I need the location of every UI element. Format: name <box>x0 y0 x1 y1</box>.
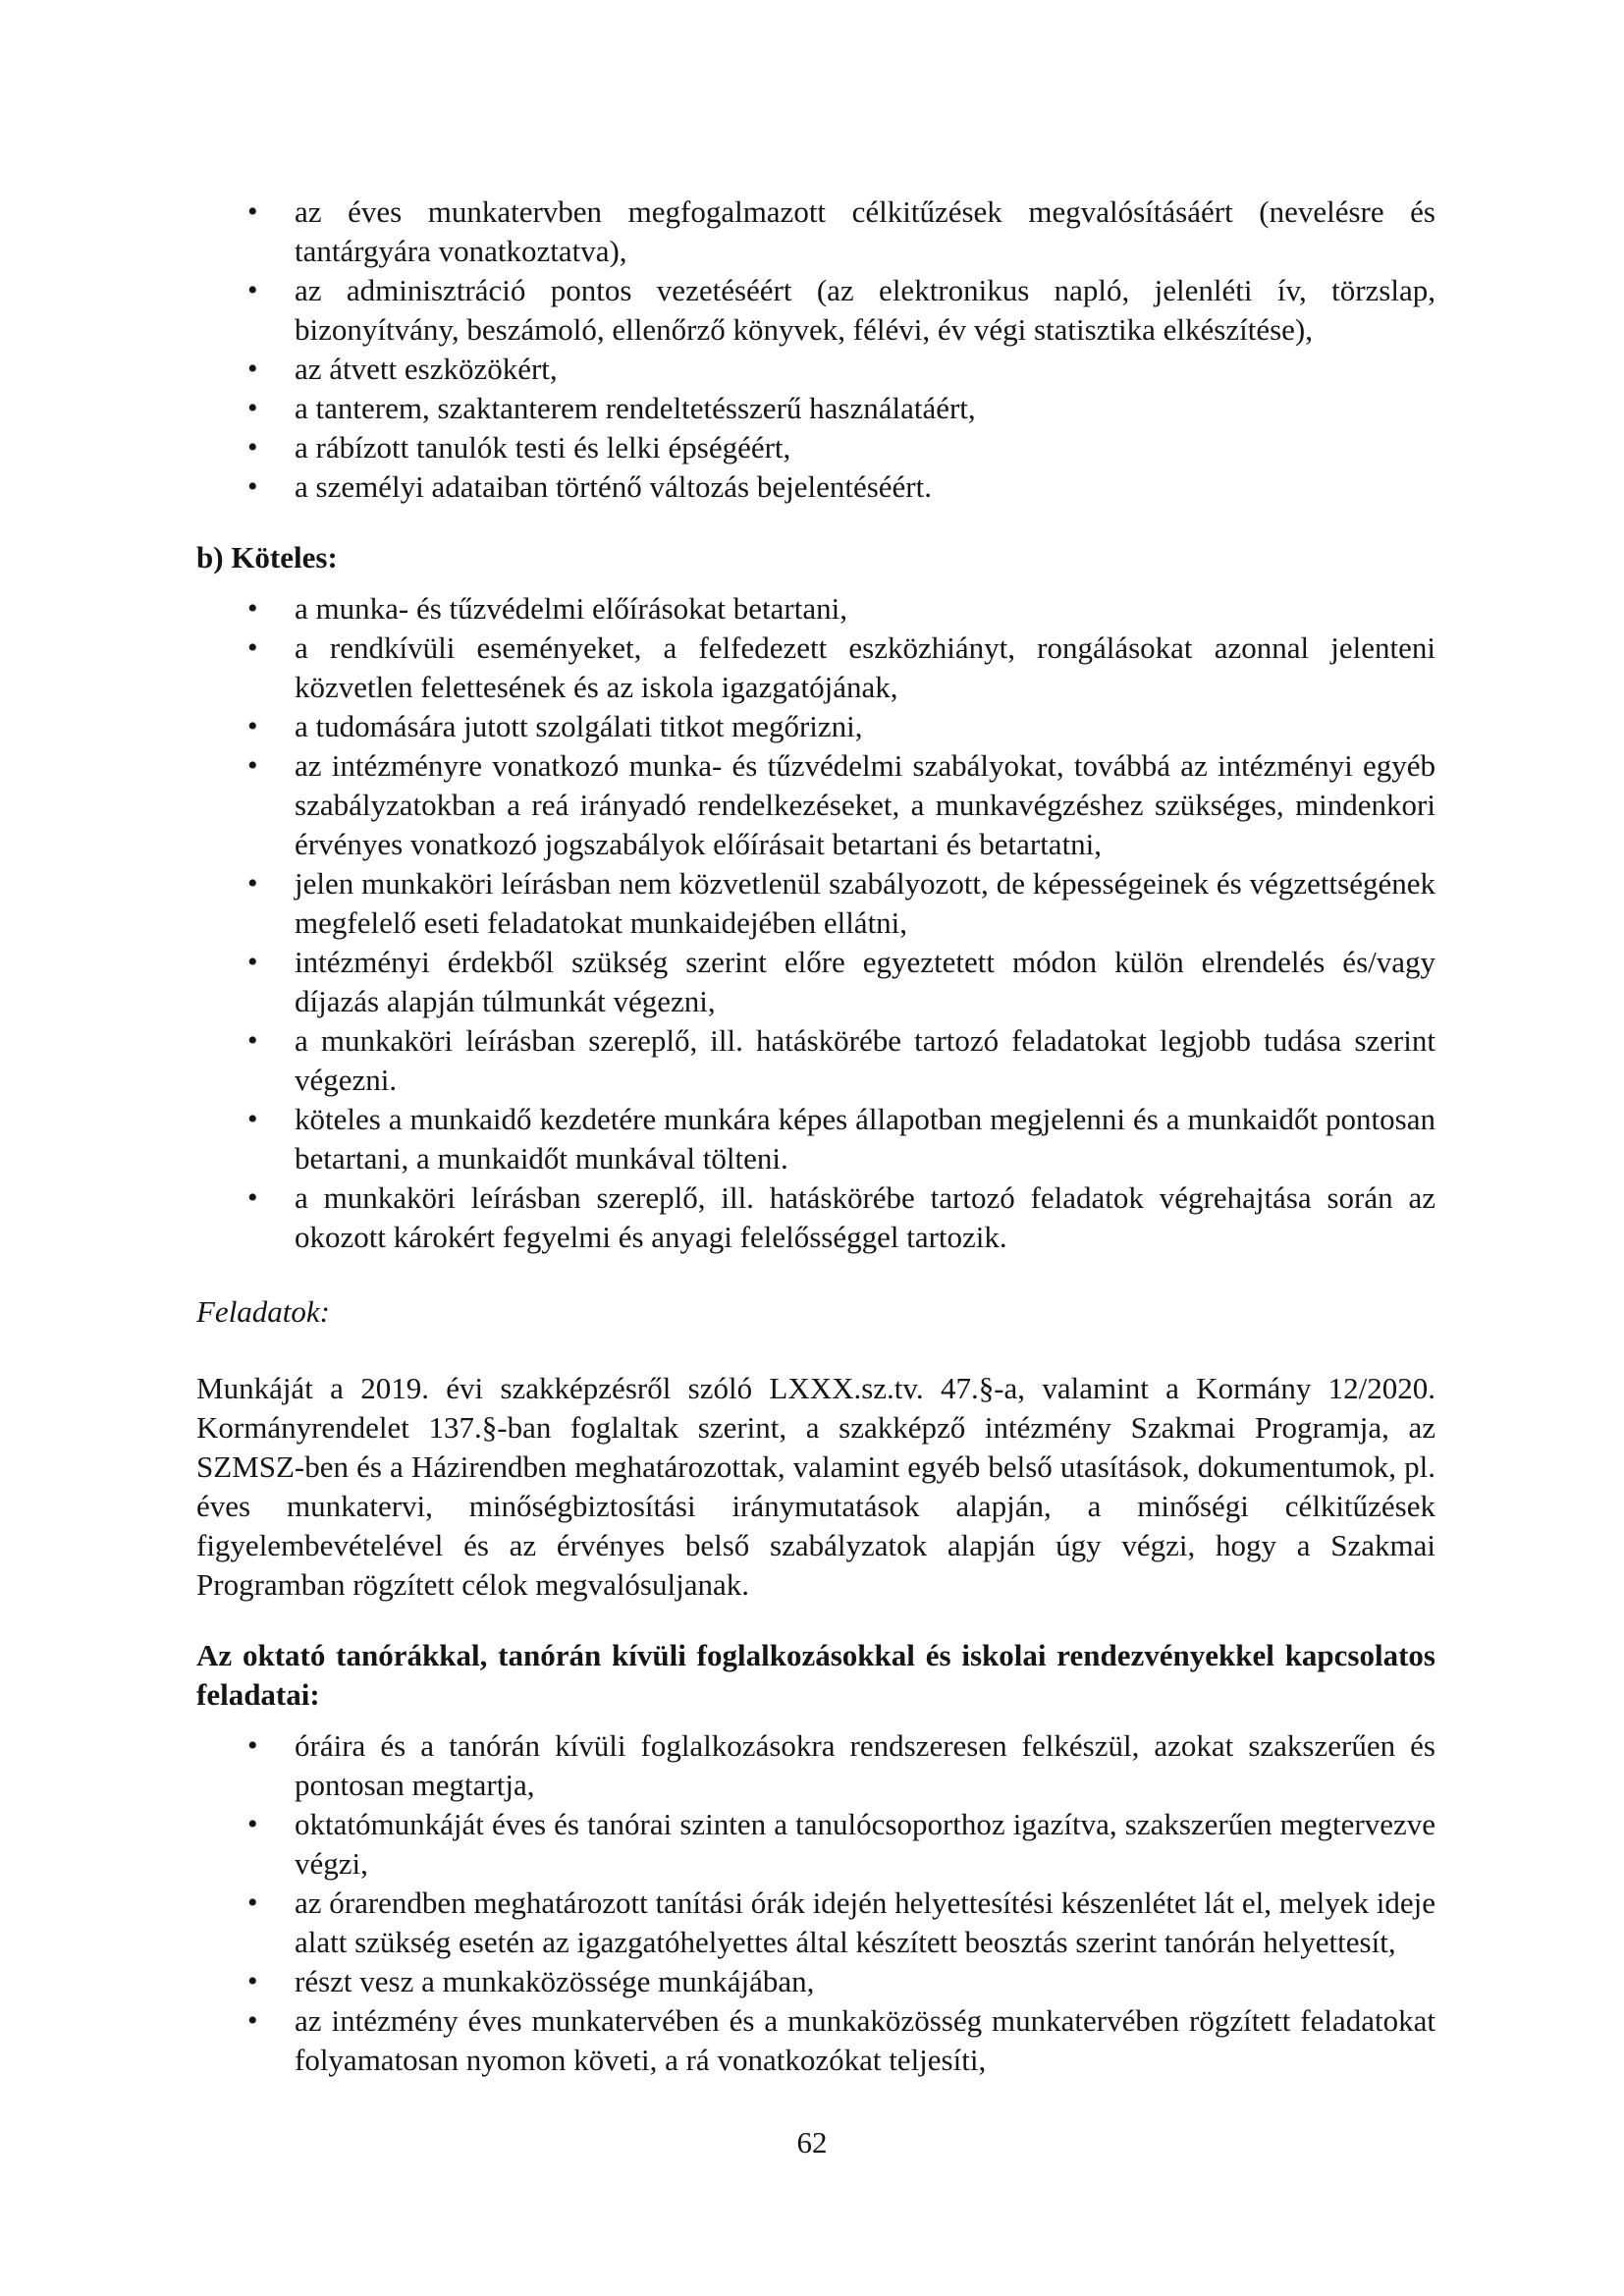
bullet-icon: • <box>247 353 258 385</box>
list-item <box>196 1726 1435 1805</box>
bullet-icon: • <box>247 749 258 782</box>
bullet-icon: • <box>247 1024 258 1057</box>
bullet-icon: • <box>247 195 258 228</box>
page-number: 62 <box>796 2125 828 2159</box>
list-item <box>196 629 1435 707</box>
list-item-text: a munka- és tűzvédelmi előírásokat betartani, <box>295 591 847 626</box>
list-item <box>196 350 1435 389</box>
list-item <box>196 428 1435 467</box>
list-item-text: az éves munkatervben megfogalmazott célkitűzések megvalósításáért (nevelésre és tantárgyára vonatkoztatva), <box>295 194 1435 268</box>
list-item-text: intézményi érdekből szükség szerint előre egyeztetett módon külön elrendelés és/vagy díjazás alapján túlmunkát végezni, <box>295 945 1435 1018</box>
list-item <box>196 1962 1435 2001</box>
koteles-list <box>196 589 1435 1257</box>
feladatok-paragraph: Munkáját a 2019. évi szakképzésről szóló LXXX.sz.tv. 47.§-a, valamint a Kormány 12/2020. Kormányrendelet 137.§-ban foglaltak szerint, a szakképző intézmény Szakmai Programja, az SZMSZ-ben és a Házirendben meghatározottak, valamint egyéb belső utasítások, dokumentumok, pl. éves munkatervi, minőségbiztosítási iránymutatások alapján, a minőségi célkitűzések figyelembevételével és az érvényes belső szabályzatok alapján úgy végzi, hogy a Szakmai Programban rögzített célok megvalósuljanak. <box>196 1371 1435 1602</box>
bullet-icon: • <box>247 1886 258 1919</box>
bullet-icon: • <box>247 631 258 664</box>
bullet-icon: • <box>247 431 258 464</box>
list-item <box>196 1100 1435 1178</box>
bullet-icon: • <box>247 274 258 306</box>
list-item <box>196 192 1435 271</box>
list-item-text: az intézményre vonatkozó munka- és tűzvédelmi szabályokat, továbbá az intézményi egyéb szabályzatokban a reá irányadó rendelkezéseket, a munkavégzéshez szükséges, mindenkori érvényes vonatkozó jogszabályok előírásait betartani és betartatni, <box>295 748 1435 861</box>
list-item-text: az órarendben meghatározott tanítási órák idején helyettesítési készenlétet lát el, melyek ideje alatt szükség esetén az igazgatóhelyettes által készített beosztás szerint tanórán helyettesít, <box>295 1886 1436 1959</box>
list-item-text: oktatómunkáját éves és tanórai szinten a tanulócsoporthoz igazítva, szakszerűen megtervezve végzi, <box>295 1807 1435 1881</box>
list-item-text: a rendkívüli eseményeket, a felfedezett eszközhiányt, rongálásokat azonnal jelenteni közvetlen felettesének és az iskola igazgatójának, <box>295 630 1435 704</box>
list-item <box>196 746 1435 864</box>
bullet-icon: • <box>247 1729 258 1762</box>
list-item-text: köteles a munkaidő kezdetére munkára képes állapotban megjelenni és a munkaidőt pontosan betartani, a munkaidőt munkával tölteni. <box>295 1102 1435 1175</box>
list-item <box>196 1805 1435 1884</box>
bullet-icon: • <box>247 946 258 978</box>
list-item <box>196 707 1435 746</box>
bullet-icon: • <box>247 392 258 424</box>
oktato-feladatok-list <box>196 1726 1435 2080</box>
list-item-text: jelen munkaköri leírásban nem közvetlenül szabályozott, de képességeinek és végzettségének megfelelő eseti feladatokat munkaidejében ellátni, <box>295 866 1435 940</box>
list-item <box>196 2001 1435 2080</box>
page-footer <box>0 2123 1624 2162</box>
list-item-text: a tanterem, szaktanterem rendeltetésszerű használatáért, <box>295 391 976 425</box>
bullet-icon: • <box>247 1808 258 1840</box>
list-item-text: a munkaköri leírásban szereplő, ill. hatáskörébe tartozó feladatok végrehajtása során az okozott károkért fegyelmi és anyagi felelősséggel tartozik. <box>295 1180 1435 1254</box>
list-item <box>196 389 1435 428</box>
list-item-text: a rábízott tanulók testi és lelki épségéért, <box>295 430 791 465</box>
bullet-icon: • <box>247 1103 258 1135</box>
list-item-text: részt vesz a munkaközössége munkájában, <box>295 1964 815 1998</box>
list-item <box>196 589 1435 629</box>
list-item <box>196 271 1435 350</box>
list-item-text: a személyi adataiban történő változás bejelentéséért. <box>295 469 932 504</box>
bullet-icon: • <box>247 1181 258 1214</box>
feladatok-heading: Feladatok: <box>196 1294 331 1329</box>
list-item <box>196 467 1435 507</box>
bullet-icon: • <box>247 470 258 503</box>
list-item-text: az adminisztráció pontos vezetéséért (az elektronikus napló, jelenléti ív, törzslap, bizonyítvány, beszámoló, ellenőrző könyvek, félévi, év végi statisztika elkészítése), <box>295 273 1435 347</box>
list-item-text: az intézmény éves munkatervében és a munkaközösség munkatervében rögzített feladatokat folyamatosan nyomon követi, a rá vonatkozókat teljesíti, <box>295 2003 1435 2077</box>
list-item-text: a tudomására jutott szolgálati titkot megőrizni, <box>295 709 863 743</box>
list-item <box>196 1021 1435 1100</box>
list-item-text: óráira és a tanórán kívüli foglalkozásokra rendszeresen felkészül, azokat szakszerűen és pontosan megtartja, <box>295 1728 1435 1802</box>
list-item <box>196 864 1435 943</box>
list-item-text: az átvett eszközökért, <box>295 352 558 386</box>
list-item <box>196 1178 1435 1257</box>
bullet-icon: • <box>247 2004 258 2037</box>
list-item-text: a munkaköri leírásban szereplő, ill. hatáskörébe tartozó feladatokat legjobb tudása szerint végezni. <box>295 1023 1435 1097</box>
bullet-icon: • <box>247 1965 258 1997</box>
list-item <box>196 1884 1435 1962</box>
document-content <box>196 192 1435 2080</box>
koteles-heading: b) Köteles: <box>196 540 338 574</box>
bullet-icon: • <box>247 592 258 625</box>
bullet-icon: • <box>247 710 258 742</box>
list-item <box>196 943 1435 1021</box>
oktato-feladatok-heading: Az oktató tanórákkal, tanórán kívüli foglalkozásokkal és iskolai rendezvényekkel kapcsolatos feladatai: <box>196 1638 1435 1712</box>
bullet-icon: • <box>247 867 258 900</box>
responsibility-list <box>196 192 1435 507</box>
